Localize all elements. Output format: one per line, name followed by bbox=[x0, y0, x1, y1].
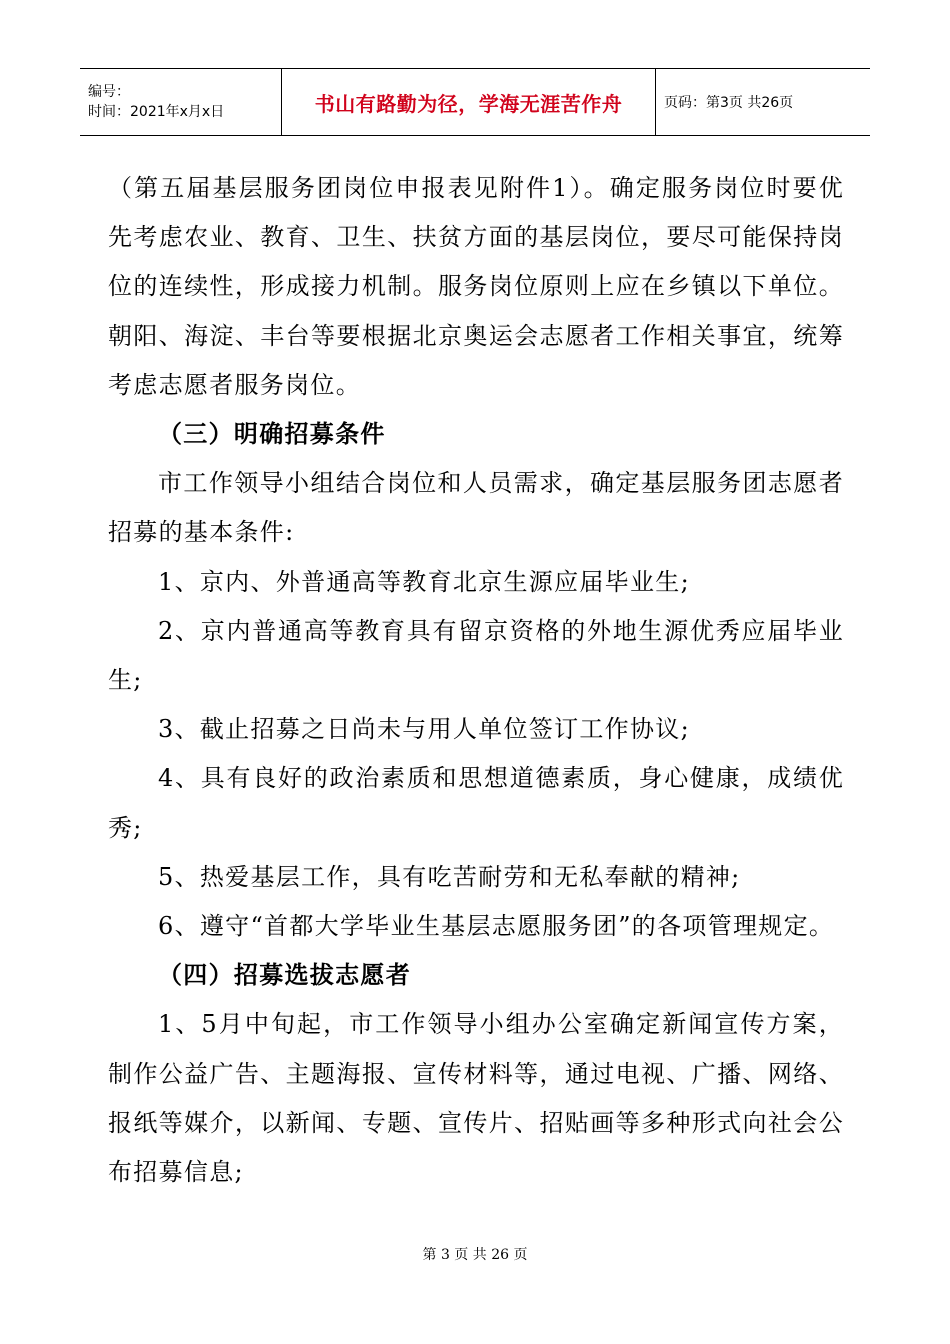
section-heading: （三）明确招募条件 bbox=[158, 420, 386, 449]
list-item: 3、截止招募之日尚未与用人单位签订工作协议; bbox=[158, 715, 690, 744]
list-item: 1、5月中旬起，市工作领导小组办公室确定新闻宣传方案，制作公益广告、主题海报、宣传材料等，通过电视、广播、网络、报纸等媒介，以新闻、专题、宣传片、招贴画等多种形式向社会公布招募信息; bbox=[108, 1010, 844, 1187]
list-item: 4、具有良好的政治素质和思想道德素质，身心健康，成绩优秀; bbox=[108, 764, 844, 842]
list-item: 5、热爱基层工作，具有吃苦耐劳和无私奉献的精神; bbox=[158, 862, 741, 891]
body-paragraph: 市工作领导小组结合岗位和人员需求，确定基层服务团志愿者招募的基本条件: bbox=[108, 469, 844, 547]
section-heading: （四）招募选拔志愿者 bbox=[158, 961, 411, 990]
page-footer: 第 3 页 共 26 页 bbox=[422, 1247, 528, 1263]
page-header bbox=[80, 68, 870, 136]
list-item: 2、京内普通高等教育具有留京资格的外地生源优秀应届毕业生; bbox=[108, 616, 844, 695]
document-time-label: 时间：2021年x月x日 bbox=[88, 104, 225, 120]
list-item: 6、遵守“首都大学毕业生基层志愿服务团”的各项管理规定。 bbox=[158, 912, 835, 941]
body-paragraph: （第五届基层服务团岗位申报表见附件1）。确定服务岗位时要优先考虑农业、教育、卫生、扶贫方面的基层岗位，要尽可能保持岗位的连续性，形成接力机制。服务岗位原则上应在乡镇以下单位。朝阳、海淀、丰台等要根据北京奥运会志愿者工作相关事宜，统筹考虑志愿者服务岗位。 bbox=[108, 174, 844, 399]
header-page-info: 页码：第3页 共26页 bbox=[664, 95, 794, 111]
list-item: 1、京内、外普通高等教育北京生源应届毕业生; bbox=[158, 567, 690, 596]
document-number-label: 编号： bbox=[88, 84, 130, 100]
header-meta bbox=[80, 69, 282, 135]
document-body bbox=[108, 164, 844, 1197]
header-motto: 书山有路勤为径，学海无涯苦作舟 bbox=[282, 69, 656, 135]
